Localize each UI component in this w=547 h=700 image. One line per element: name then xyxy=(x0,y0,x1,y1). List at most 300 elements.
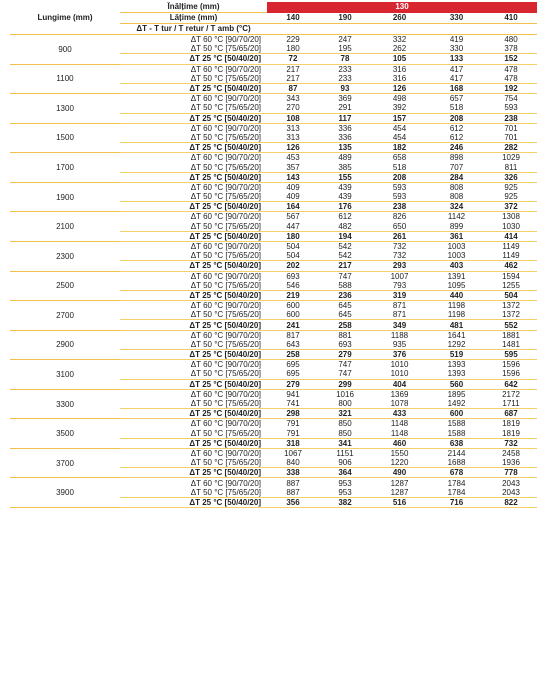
value-cell: 219 xyxy=(267,290,319,300)
table-row xyxy=(10,389,537,399)
length-cell: 3100 xyxy=(10,360,120,390)
condition-label: ΔT 60 °C [90/70/20] xyxy=(190,419,261,429)
value-cell: 840 xyxy=(267,458,319,468)
value-cell: 657 xyxy=(449,94,464,104)
value-cell: 658 xyxy=(392,153,407,163)
length-cell: 2300 xyxy=(10,241,120,271)
value-cell: 414 xyxy=(485,231,537,241)
value-cell: 1596 xyxy=(485,369,537,379)
value-cell: 2043 xyxy=(502,478,520,488)
value-cell: 1149 xyxy=(502,242,520,252)
value-cell: 105 xyxy=(371,54,428,64)
condition-label: ΔT 60 °C [90/70/20] xyxy=(190,301,261,311)
value-cell: 478 xyxy=(504,64,518,74)
value-cell: 480 xyxy=(504,35,518,45)
value-cell: 462 xyxy=(485,261,537,271)
value-cell: 695 xyxy=(267,369,319,379)
value-cell: 546 xyxy=(267,281,319,291)
value-cell: 817 xyxy=(286,330,300,340)
value-cell: 233 xyxy=(338,64,352,74)
value-cell: 808 xyxy=(449,182,464,192)
value-cell: 1142 xyxy=(447,212,466,222)
value-cell: 1095 xyxy=(428,281,485,291)
value-cell: 747 xyxy=(338,360,352,370)
value-cell: 279 xyxy=(267,379,319,389)
condition-label: ΔT 25 °C [50/40/20] xyxy=(120,379,267,389)
value-cell: 2043 xyxy=(485,488,537,498)
value-cell: 1003 xyxy=(447,242,466,252)
value-cell: 282 xyxy=(485,143,537,153)
value-cell: 392 xyxy=(371,103,428,113)
value-cell: 518 xyxy=(371,162,428,172)
value-cell: 417 xyxy=(428,74,485,84)
value-cell: 1007 xyxy=(390,271,409,281)
value-cell: 453 xyxy=(286,153,300,163)
condition-label: ΔT 60 °C [90/70/20] xyxy=(190,389,261,399)
condition-label: ΔT 25 °C [50/40/20] xyxy=(120,290,267,300)
value-cell: 791 xyxy=(267,429,319,439)
value-cell: 498 xyxy=(392,94,407,104)
width-header: 260 xyxy=(371,13,428,24)
value-cell: 143 xyxy=(267,172,319,182)
value-cell: 241 xyxy=(267,320,319,330)
value-cell: 1596 xyxy=(502,360,520,370)
value-cell: 217 xyxy=(286,64,300,74)
value-cell: 1287 xyxy=(390,478,409,488)
condition-label: ΔT 25 °C [50/40/20] xyxy=(120,409,267,419)
value-cell: 357 xyxy=(267,162,319,172)
length-cell: 1300 xyxy=(10,94,120,124)
condition-label: ΔT 60 °C [90/70/20] xyxy=(190,94,261,104)
value-cell: 542 xyxy=(338,242,352,252)
value-cell: 2458 xyxy=(502,448,520,458)
width-header: 330 xyxy=(428,13,485,24)
value-cell: 155 xyxy=(319,172,371,182)
width-header: 190 xyxy=(319,13,371,24)
condition-label: ΔT 50 °C [75/65/20] xyxy=(120,429,267,439)
value-cell: 504 xyxy=(267,251,319,261)
width-header: 140 xyxy=(267,13,319,24)
length-cell: 3500 xyxy=(10,419,120,449)
value-cell: 1372 xyxy=(485,310,537,320)
value-cell: 284 xyxy=(428,172,485,182)
value-cell: 133 xyxy=(428,54,485,64)
value-cell: 343 xyxy=(286,94,300,104)
condition-label: ΔT 25 °C [50/40/20] xyxy=(120,202,267,212)
value-cell: 1220 xyxy=(371,458,428,468)
value-cell: 490 xyxy=(371,468,428,478)
condition-label: ΔT 60 °C [90/70/20] xyxy=(190,153,261,163)
value-cell: 695 xyxy=(286,360,300,370)
value-cell: 552 xyxy=(485,320,537,330)
value-cell: 417 xyxy=(449,64,464,74)
value-cell: 208 xyxy=(428,113,485,123)
value-cell: 316 xyxy=(371,74,428,84)
value-cell: 117 xyxy=(319,113,371,123)
condition-label: ΔT 50 °C [75/65/20] xyxy=(120,103,267,113)
value-cell: 871 xyxy=(392,301,407,311)
value-cell: 258 xyxy=(319,320,371,330)
condition-label: ΔT 25 °C [50/40/20] xyxy=(120,261,267,271)
value-cell: 567 xyxy=(286,212,300,222)
radiator-output-table xyxy=(10,2,537,508)
value-cell: 372 xyxy=(485,202,537,212)
condition-label: ΔT 50 °C [75/65/20] xyxy=(120,192,267,202)
length-cell: 3700 xyxy=(10,448,120,478)
value-cell: 732 xyxy=(371,251,428,261)
value-cell: 164 xyxy=(267,202,319,212)
value-cell: 439 xyxy=(319,192,371,202)
condition-label: ΔT 50 °C [75/65/20] xyxy=(120,74,267,84)
value-cell: 542 xyxy=(319,251,371,261)
value-cell: 1588 xyxy=(428,429,485,439)
value-cell: 157 xyxy=(371,113,428,123)
value-cell: 356 xyxy=(267,497,319,507)
value-cell: 1711 xyxy=(485,399,537,409)
value-cell: 361 xyxy=(428,231,485,241)
value-cell: 600 xyxy=(428,409,485,419)
condition-label: ΔT 25 °C [50/40/20] xyxy=(120,350,267,360)
value-cell: 382 xyxy=(319,497,371,507)
value-cell: 800 xyxy=(319,399,371,409)
value-cell: 404 xyxy=(371,379,428,389)
value-cell: 701 xyxy=(485,133,537,143)
length-cell: 900 xyxy=(10,35,120,65)
value-cell: 93 xyxy=(319,83,371,93)
value-cell: 1393 xyxy=(428,369,485,379)
value-cell: 808 xyxy=(428,192,485,202)
condition-label: ΔT 60 °C [90/70/20] xyxy=(190,330,261,340)
value-cell: 612 xyxy=(428,133,485,143)
condition-label: ΔT 60 °C [90/70/20] xyxy=(190,448,261,458)
value-cell: 364 xyxy=(319,468,371,478)
value-cell: 1003 xyxy=(428,251,485,261)
condition-label: ΔT 60 °C [90/70/20] xyxy=(190,182,261,192)
table-body xyxy=(10,2,537,508)
value-cell: 341 xyxy=(319,438,371,448)
condition-label: ΔT 50 °C [75/65/20] xyxy=(120,488,267,498)
value-cell: 246 xyxy=(428,143,485,153)
length-cell: 2100 xyxy=(10,212,120,242)
value-cell: 1016 xyxy=(336,389,354,399)
value-cell: 478 xyxy=(485,74,537,84)
value-cell: 953 xyxy=(319,488,371,498)
value-cell: 1198 xyxy=(428,310,485,320)
condition-label: ΔT 25 °C [50/40/20] xyxy=(120,438,267,448)
value-cell: 887 xyxy=(267,488,319,498)
value-cell: 192 xyxy=(485,83,537,93)
value-cell: 747 xyxy=(338,271,352,281)
value-cell: 1149 xyxy=(485,251,537,261)
lungime-header: Lungime (mm) xyxy=(10,2,120,35)
value-cell: 519 xyxy=(428,350,485,360)
value-cell: 108 xyxy=(267,113,319,123)
value-cell: 899 xyxy=(428,222,485,232)
value-cell: 600 xyxy=(267,310,319,320)
value-cell: 247 xyxy=(338,35,352,45)
value-cell: 1819 xyxy=(502,419,520,429)
value-cell: 291 xyxy=(319,103,371,113)
table-row xyxy=(10,64,537,74)
condition-label: ΔT 50 °C [75/65/20] xyxy=(120,458,267,468)
value-cell: 1010 xyxy=(390,360,409,370)
value-cell: 693 xyxy=(286,271,300,281)
value-cell: 330 xyxy=(428,44,485,54)
value-cell: 217 xyxy=(319,261,371,271)
condition-label: ΔT 50 °C [75/65/20] xyxy=(120,251,267,261)
condition-label: ΔT 25 °C [50/40/20] xyxy=(120,497,267,507)
length-cell: 1100 xyxy=(10,64,120,94)
length-cell: 1500 xyxy=(10,123,120,153)
value-cell: 233 xyxy=(319,74,371,84)
value-cell: 1688 xyxy=(428,458,485,468)
value-cell: 1393 xyxy=(447,360,466,370)
value-cell: 318 xyxy=(267,438,319,448)
value-cell: 319 xyxy=(371,290,428,300)
value-cell: 778 xyxy=(485,468,537,478)
table-row xyxy=(10,330,537,340)
value-cell: 593 xyxy=(485,103,537,113)
value-cell: 906 xyxy=(319,458,371,468)
value-cell: 236 xyxy=(319,290,371,300)
value-cell: 693 xyxy=(319,340,371,350)
value-cell: 716 xyxy=(428,497,485,507)
value-cell: 1030 xyxy=(485,222,537,232)
value-cell: 336 xyxy=(319,133,371,143)
value-cell: 1255 xyxy=(485,281,537,291)
condition-label: ΔT 50 °C [75/65/20] xyxy=(120,310,267,320)
value-cell: 642 xyxy=(485,379,537,389)
value-cell: 1936 xyxy=(485,458,537,468)
table-row xyxy=(10,153,537,163)
condition-label: ΔT 50 °C [75/65/20] xyxy=(120,340,267,350)
value-cell: 941 xyxy=(286,389,300,399)
value-cell: 1287 xyxy=(371,488,428,498)
value-cell: 1151 xyxy=(336,448,354,458)
value-cell: 871 xyxy=(371,310,428,320)
header-spacer xyxy=(267,24,537,35)
value-cell: 1148 xyxy=(371,429,428,439)
value-cell: 1308 xyxy=(502,212,520,222)
value-cell: 881 xyxy=(338,330,352,340)
table-row xyxy=(10,301,537,311)
length-cell: 1900 xyxy=(10,182,120,212)
value-cell: 440 xyxy=(428,290,485,300)
table-row xyxy=(10,419,537,429)
value-cell: 324 xyxy=(428,202,485,212)
value-cell: 299 xyxy=(319,379,371,389)
value-cell: 176 xyxy=(319,202,371,212)
value-cell: 612 xyxy=(449,123,464,133)
value-cell: 270 xyxy=(267,103,319,113)
value-cell: 78 xyxy=(319,54,371,64)
value-cell: 293 xyxy=(371,261,428,271)
value-cell: 1641 xyxy=(447,330,466,340)
length-cell: 2700 xyxy=(10,301,120,331)
value-cell: 313 xyxy=(267,133,319,143)
value-cell: 126 xyxy=(371,83,428,93)
value-cell: 460 xyxy=(371,438,428,448)
value-cell: 279 xyxy=(319,350,371,360)
value-cell: 887 xyxy=(286,478,300,488)
value-cell: 298 xyxy=(267,409,319,419)
value-cell: 1881 xyxy=(502,330,520,340)
value-cell: 1010 xyxy=(371,369,428,379)
value-cell: 321 xyxy=(319,409,371,419)
condition-label: ΔT 60 °C [90/70/20] xyxy=(190,360,261,370)
value-cell: 2144 xyxy=(447,448,466,458)
condition-label: ΔT 25 °C [50/40/20] xyxy=(120,113,267,123)
value-cell: 238 xyxy=(371,202,428,212)
value-cell: 385 xyxy=(319,162,371,172)
condition-label: ΔT 25 °C [50/40/20] xyxy=(120,54,267,64)
value-cell: 707 xyxy=(428,162,485,172)
condition-label: ΔT 60 °C [90/70/20] xyxy=(190,212,261,222)
value-cell: 1391 xyxy=(447,271,466,281)
value-cell: 687 xyxy=(485,409,537,419)
value-cell: 2172 xyxy=(502,389,520,399)
value-cell: 1550 xyxy=(390,448,409,458)
condition-label: ΔT 60 °C [90/70/20] xyxy=(190,64,261,74)
value-cell: 593 xyxy=(371,192,428,202)
latime-header: Lățime (mm) xyxy=(120,13,267,24)
value-cell: 72 xyxy=(267,54,319,64)
value-cell: 180 xyxy=(267,44,319,54)
value-cell: 316 xyxy=(392,64,407,74)
value-cell: 409 xyxy=(286,182,300,192)
value-cell: 504 xyxy=(286,242,300,252)
value-cell: 262 xyxy=(371,44,428,54)
value-cell: 126 xyxy=(267,143,319,153)
header-row-height xyxy=(10,2,537,13)
value-cell: 741 xyxy=(267,399,319,409)
inaltime-header: Înălțime (mm) xyxy=(120,2,267,13)
value-cell: 180 xyxy=(267,231,319,241)
value-cell: 489 xyxy=(338,153,352,163)
condition-label: ΔT 50 °C [75/65/20] xyxy=(120,399,267,409)
value-cell: 481 xyxy=(428,320,485,330)
table-row xyxy=(10,360,537,370)
value-cell: 338 xyxy=(267,468,319,478)
value-cell: 593 xyxy=(392,182,407,192)
condition-label: ΔT 50 °C [75/65/20] xyxy=(120,44,267,54)
value-cell: 433 xyxy=(371,409,428,419)
value-cell: 168 xyxy=(428,83,485,93)
length-cell: 3300 xyxy=(10,389,120,419)
value-cell: 595 xyxy=(485,350,537,360)
condition-label: ΔT 60 °C [90/70/20] xyxy=(190,123,261,133)
value-cell: 454 xyxy=(371,133,428,143)
condition-label: ΔT 25 °C [50/40/20] xyxy=(120,231,267,241)
value-cell: 560 xyxy=(428,379,485,389)
inaltime-value: 130 xyxy=(267,2,537,13)
value-cell: 650 xyxy=(371,222,428,232)
length-cell: 1700 xyxy=(10,153,120,183)
value-cell: 376 xyxy=(371,350,428,360)
value-cell: 1819 xyxy=(485,429,537,439)
value-cell: 326 xyxy=(485,172,537,182)
table-row xyxy=(10,241,537,251)
value-cell: 1784 xyxy=(428,488,485,498)
value-cell: 447 xyxy=(267,222,319,232)
table-row xyxy=(10,35,537,45)
value-cell: 793 xyxy=(371,281,428,291)
value-cell: 612 xyxy=(338,212,352,222)
condition-label: ΔT 50 °C [75/65/20] xyxy=(120,162,267,172)
value-cell: 516 xyxy=(371,497,428,507)
condition-label: ΔT 25 °C [50/40/20] xyxy=(120,320,267,330)
value-cell: 850 xyxy=(319,429,371,439)
table-row xyxy=(10,478,537,488)
value-cell: 645 xyxy=(338,301,352,311)
condition-label: ΔT 60 °C [90/70/20] xyxy=(190,271,261,281)
value-cell: 1292 xyxy=(428,340,485,350)
value-cell: 1188 xyxy=(390,330,409,340)
table-row xyxy=(10,182,537,192)
value-cell: 439 xyxy=(338,182,352,192)
value-cell: 643 xyxy=(267,340,319,350)
value-cell: 1148 xyxy=(390,419,409,429)
value-cell: 732 xyxy=(485,438,537,448)
value-cell: 1784 xyxy=(447,478,466,488)
value-cell: 701 xyxy=(504,123,518,133)
value-cell: 732 xyxy=(392,242,407,252)
value-cell: 747 xyxy=(319,369,371,379)
value-cell: 332 xyxy=(392,35,407,45)
value-cell: 87 xyxy=(267,83,319,93)
value-cell: 504 xyxy=(485,290,537,300)
value-cell: 238 xyxy=(485,113,537,123)
width-header: 410 xyxy=(485,13,537,24)
condition-label: ΔT 25 °C [50/40/20] xyxy=(120,83,267,93)
value-cell: 826 xyxy=(392,212,407,222)
value-cell: 482 xyxy=(319,222,371,232)
table-row xyxy=(10,212,537,222)
value-cell: 202 xyxy=(267,261,319,271)
value-cell: 1067 xyxy=(284,448,302,458)
value-cell: 1594 xyxy=(502,271,520,281)
value-cell: 454 xyxy=(392,123,407,133)
condition-label: ΔT 50 °C [75/65/20] xyxy=(120,281,267,291)
length-cell: 2900 xyxy=(10,330,120,360)
value-cell: 811 xyxy=(485,162,537,172)
value-cell: 925 xyxy=(504,182,518,192)
value-cell: 935 xyxy=(371,340,428,350)
condition-label: ΔT 50 °C [75/65/20] xyxy=(120,222,267,232)
value-cell: 1078 xyxy=(371,399,428,409)
value-cell: 588 xyxy=(319,281,371,291)
value-cell: 1198 xyxy=(447,301,466,311)
value-cell: 638 xyxy=(428,438,485,448)
table-row xyxy=(10,271,537,281)
value-cell: 953 xyxy=(338,478,352,488)
value-cell: 898 xyxy=(449,153,464,163)
value-cell: 754 xyxy=(504,94,518,104)
value-cell: 1372 xyxy=(502,301,520,311)
value-cell: 403 xyxy=(428,261,485,271)
value-cell: 152 xyxy=(485,54,537,64)
value-cell: 313 xyxy=(286,123,300,133)
length-cell: 2500 xyxy=(10,271,120,301)
condition-label: ΔT 60 °C [90/70/20] xyxy=(190,242,261,252)
condition-label: ΔT 60 °C [90/70/20] xyxy=(190,35,261,45)
value-cell: 229 xyxy=(286,35,300,45)
value-cell: 1588 xyxy=(447,419,466,429)
value-cell: 258 xyxy=(267,350,319,360)
condition-label: ΔT 25 °C [50/40/20] xyxy=(120,468,267,478)
value-cell: 182 xyxy=(371,143,428,153)
value-cell: 518 xyxy=(428,103,485,113)
